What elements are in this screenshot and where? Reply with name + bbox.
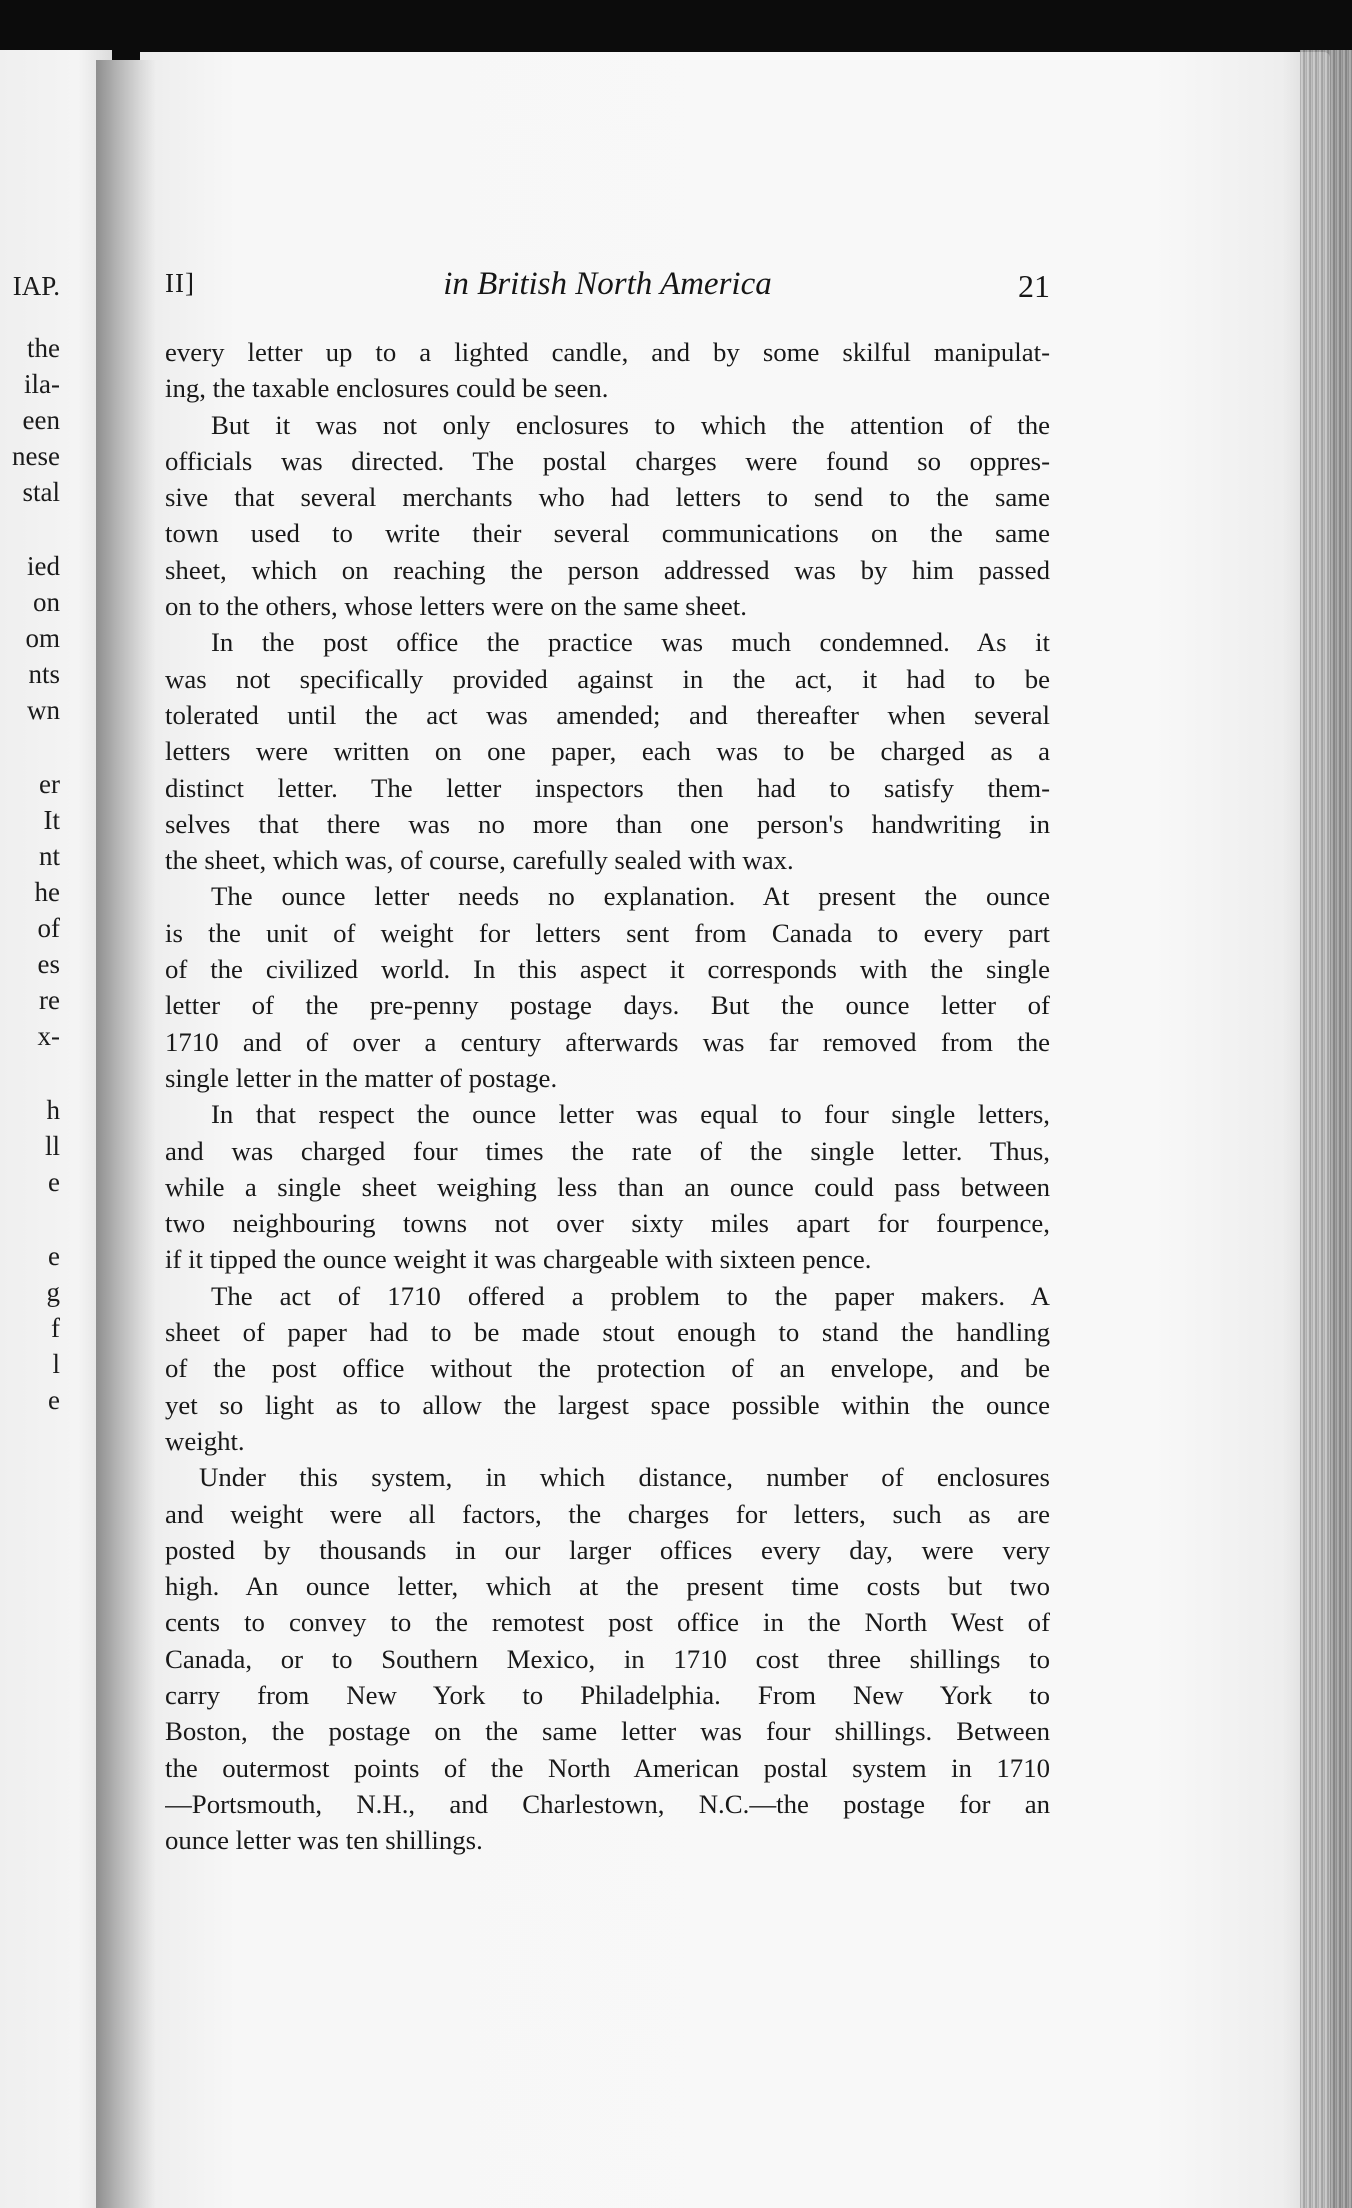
left-page-fragment: g — [46, 1277, 60, 1307]
left-page-fragment: he — [34, 877, 60, 907]
text-line: is the unit of weight for letters sent from Canada to every part — [165, 917, 1050, 948]
left-page-fragment: re — [39, 985, 60, 1015]
left-page-fragment: nt — [38, 841, 60, 871]
text-line: But it was not only enclosures to which the attention of the — [211, 409, 1050, 440]
left-page-fragment: ied — [27, 551, 60, 581]
text-line: sive that several merchants who had letters to send to the same — [165, 482, 1050, 513]
text-line: of the civilized world. In this aspect it corresponds with the single — [165, 954, 1050, 985]
left-page-fragment: e — [48, 1167, 60, 1197]
text-line: sheet, which on reaching the person addressed was by him passed — [165, 554, 1050, 585]
left-page-fragment: om — [25, 623, 60, 653]
left-page-fragment: l — [52, 1349, 60, 1379]
text-line: distinct letter. The letter inspectors then had to satisfy them- — [165, 772, 1050, 803]
left-page-fragment: e — [48, 1385, 60, 1415]
left-page-fragment: the — [27, 333, 60, 363]
text-line: yet so light as to allow the largest space possible within the ounce — [165, 1389, 1050, 1420]
text-line: officials was directed. The postal charges were found so oppres- — [165, 445, 1050, 476]
left-page-fragment: x- — [37, 1021, 60, 1051]
running-head — [165, 268, 1050, 312]
left-page-fragment: ila- — [24, 369, 60, 399]
text-line: Canada, or to Southern Mexico, in 1710 cost three shillings to — [165, 1643, 1050, 1674]
left-page-fragment: stal — [22, 477, 60, 507]
text-line: single letter in the matter of postage. — [165, 1062, 558, 1093]
running-title: in British North America — [443, 266, 772, 302]
text-line: was not specifically provided against in the act, it had to be — [165, 663, 1050, 694]
left-page-fragment: It — [43, 805, 60, 835]
left-page-fragment: on — [33, 587, 60, 617]
text-line: carry from New York to Philadelphia. From New York to — [165, 1679, 1050, 1710]
text-line: on to the others, whose letters were on the same sheet. — [165, 591, 747, 622]
text-line: letters were written on one paper, each was to be charged as a — [165, 736, 1050, 767]
page-edges — [1300, 50, 1352, 2208]
text-line: weight. — [165, 1425, 245, 1456]
text-line: sheet of paper had to be made stout enough to stand the handling — [165, 1317, 1050, 1348]
book-gutter — [96, 60, 156, 2208]
text-line: if it tipped the ounce weight it was chargeable with sixteen pence. — [165, 1244, 872, 1275]
text-line: ounce letter was ten shillings. — [165, 1825, 483, 1856]
text-line: and was charged four times the rate of the single letter. Thus, — [165, 1135, 1050, 1166]
left-page-fragment: nts — [28, 659, 60, 689]
text-line: Under this system, in which distance, number of enclosures — [199, 1462, 1050, 1493]
left-page-fragment: er — [39, 769, 60, 799]
text-line: the sheet, which was, of course, carefully sealed with wax. — [165, 845, 794, 876]
text-line: two neighbouring towns not over sixty miles apart for fourpence, — [165, 1208, 1050, 1239]
page-number: 21 — [1018, 268, 1050, 304]
text-line: high. An ounce letter, which at the present time costs but two — [165, 1571, 1050, 1602]
text-line: In the post office the practice was much condemned. As it — [211, 627, 1050, 658]
text-line: —Portsmouth, N.H., and Charlestown, N.C.—the postage for an — [165, 1788, 1050, 1819]
text-line: In that respect the ounce letter was equal to four single letters, — [211, 1099, 1050, 1130]
text-line: town used to write their several communications on the same — [165, 518, 1050, 549]
text-line: The ounce letter needs no explanation. At present the ounce — [211, 881, 1050, 912]
text-line: 1710 and of over a century afterwards was far removed from the — [165, 1026, 1050, 1057]
left-page-fragment: h — [46, 1095, 60, 1125]
text-line: every letter up to a lighted candle, and by some skilful manipulat- — [165, 337, 1050, 367]
text-line: ing, the taxable enclosures could be seen. — [165, 373, 609, 404]
left-page-fragment: e — [48, 1241, 60, 1271]
text-line: The act of 1710 offered a problem to the paper makers. A — [211, 1280, 1050, 1311]
text-line: letter of the pre-penny postage days. But the ounce letter of — [165, 990, 1050, 1021]
chapter-marker: II] — [165, 268, 195, 298]
text-line: and weight were all factors, the charges for letters, such as are — [165, 1498, 1050, 1529]
text-line: selves that there was no more than one person's handwriting in — [165, 808, 1050, 839]
text-line: of the post office without the protection of an envelope, and be — [165, 1353, 1050, 1384]
text-line: Boston, the postage on the same letter was four shillings. Between — [165, 1716, 1050, 1747]
page-body — [165, 334, 1050, 1858]
text-line: the outermost points of the North American postal system in 1710 — [165, 1752, 1050, 1783]
left-page-fragment: nese — [12, 441, 60, 471]
left-page-fragment: ll — [44, 1131, 60, 1161]
text-line: while a single sheet weighing less than an ounce could pass between — [165, 1171, 1050, 1202]
left-page-fragment: f — [51, 1313, 60, 1343]
left-page-fragment: IAP. — [12, 271, 60, 301]
left-page-fragment: of — [37, 913, 60, 943]
left-page-fragment: es — [37, 949, 60, 979]
text-line: cents to convey to the remotest post office in the North West of — [165, 1607, 1050, 1638]
text-line: tolerated until the act was amended; and thereafter when several — [165, 699, 1050, 730]
left-page-fragment: wn — [27, 695, 60, 725]
left-page-fragment: een — [22, 405, 60, 435]
text-line: posted by thousands in our larger offices every day, were very — [165, 1534, 1050, 1565]
